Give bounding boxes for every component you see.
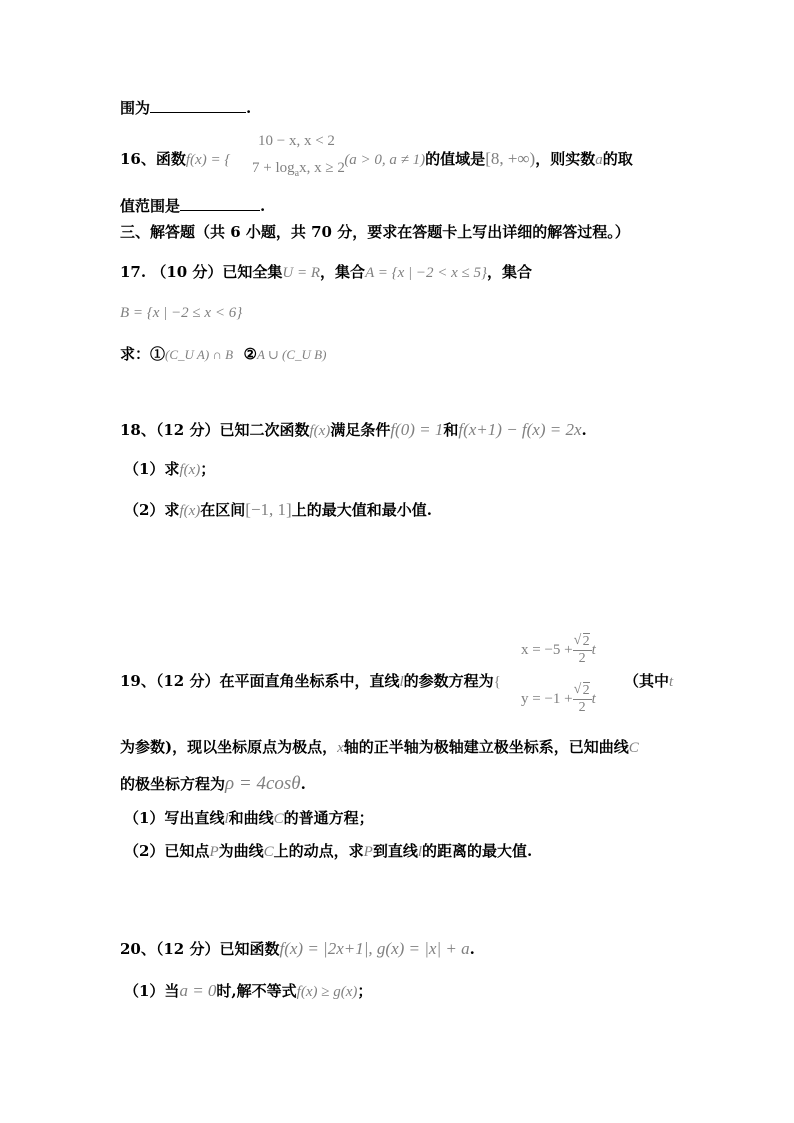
denominator: 2 [578, 651, 586, 666]
q19-text: 上的动点，求 [273, 842, 364, 860]
q20-line1 [120, 939, 475, 959]
q20-functions: f(x) = |2x+1|, g(x) = |x| + a [279, 939, 470, 958]
q17-universal-set: U = R [282, 265, 321, 281]
period: . [246, 99, 252, 117]
q18-text: 上的最大值和最小值. [291, 501, 432, 519]
q18-part1 [124, 459, 215, 480]
q19-text: （2）已知点 [124, 842, 210, 860]
q18-line1 [120, 420, 587, 441]
q18-text: 和 [443, 421, 459, 439]
q19-x-fraction [573, 634, 592, 667]
q19-text: 为曲线 [218, 842, 264, 860]
section-3-heading: 三、解答题（共 6 小题，共 70 分，要求在答题卡上写出详细的解答过程。） [120, 223, 630, 241]
period: . [581, 421, 587, 439]
q19-part2 [124, 841, 532, 862]
q20-inequality: f(x) ≥ g(x) [296, 984, 358, 1000]
q16-case1: 10 − x, x < 2 [258, 133, 335, 149]
q16-fx: f(x) = { [185, 152, 231, 168]
q19-line3 [120, 774, 306, 794]
q18-fx: f(x) [179, 462, 201, 478]
q17-text: ，集合 [487, 263, 533, 281]
q17-set-a: A = {x | −2 < x ≤ 5} [365, 265, 487, 281]
q19-text: （1）写出直线 [124, 809, 225, 827]
q17-line3 [120, 344, 326, 365]
var-c: C [263, 844, 274, 860]
period: . [469, 940, 475, 958]
q20-part1 [124, 981, 372, 1002]
q19-text: 的参数方程为 [403, 672, 494, 690]
q20-a-zero: a = 0 [179, 981, 217, 1000]
var-l: l [224, 811, 229, 827]
sqrt-value: 2 [582, 634, 590, 649]
q18-text: ； [200, 460, 216, 478]
q20-number: 20、（12 分）已知函数 [120, 940, 280, 958]
q18-fx: f(x) [309, 423, 331, 439]
q19-text: 的极坐标方程为 [120, 775, 226, 793]
q19-y-equation [521, 683, 596, 716]
q19-number: 19、（12 分）在平面直角坐标系中，直线 [120, 672, 400, 690]
q16-text: 值范围是 [120, 197, 181, 215]
var-l: l [399, 674, 404, 690]
q18-text: 满足条件 [330, 421, 391, 439]
q19-text: 为参数)，现以坐标原点为极点， [120, 738, 338, 756]
answer-blank [150, 98, 246, 113]
q18-number: 18、（12 分）已知二次函数 [120, 421, 310, 439]
sqrt-value: 2 [582, 683, 590, 698]
q16-var-a: a [595, 152, 603, 168]
q19-line1 [120, 671, 501, 692]
q18-cond2: f(x+1) − f(x) = 2x [458, 420, 582, 439]
q19-line2 [120, 737, 639, 758]
q17-set-b: B = {x | −2 ≤ x < 6} [120, 305, 243, 321]
q18-interval: [−1, 1] [245, 500, 292, 519]
param-t: t [591, 691, 596, 707]
q17-expr1: (C_U A) ∩ B [165, 347, 234, 362]
q20-text: ； [357, 982, 373, 1000]
q16-line1 [120, 149, 633, 170]
q17-line2 [120, 302, 242, 323]
q18-text: （2）求 [124, 501, 180, 519]
q19-text: 到直线 [372, 842, 418, 860]
q16-condition: (a > 0, a ≠ 1) [344, 152, 426, 168]
period: . [300, 775, 306, 793]
q19-x-lhs: x = −5 + [521, 642, 573, 658]
q19-x-equation [521, 634, 596, 667]
q16-line2 [120, 196, 265, 216]
answer-blank [180, 196, 260, 211]
var-t: t [669, 674, 674, 690]
var-l: l [417, 844, 423, 860]
denominator: 2 [578, 700, 586, 715]
var-c: C [628, 740, 639, 756]
q18-text: 在区间 [200, 501, 246, 519]
q18-cond1: f(0) = 1 [390, 420, 444, 439]
q16-text: ，则实数 [535, 150, 596, 168]
q19-text: 的普通方程； [283, 809, 374, 827]
param-t: t [591, 642, 596, 658]
q19-part1 [124, 808, 374, 829]
var-c: C [273, 811, 284, 827]
q16-number: 16、函数 [120, 150, 186, 168]
q19-polar-equation: ρ = 4cosθ [225, 773, 301, 794]
q17-line1 [120, 262, 532, 283]
q17-number: 17. （10 分）已知全集 [120, 263, 283, 281]
q19-qizhong [624, 671, 673, 692]
circled-2: ② [243, 345, 257, 363]
period: . [260, 197, 266, 215]
q16-case2: $7 + \log_ax$, x ≥ 2 [252, 160, 345, 179]
q16-text: 的值域是 [425, 150, 486, 168]
q18-part2 [124, 500, 432, 521]
q19-text: 的距离的最大值. [422, 842, 533, 860]
q19-text: 和曲线 [228, 809, 274, 827]
q16-text: 的取 [602, 150, 633, 168]
q20-text: （1）当 [124, 982, 180, 1000]
var-p: P [209, 844, 219, 860]
q17-expr2: A ∪ (C_U B) [256, 347, 327, 362]
q18-fx: f(x) [179, 503, 201, 519]
q16-range: [8, +∞) [485, 149, 536, 168]
q19-y-fraction [573, 683, 592, 716]
q15-tail [120, 98, 251, 118]
brace: { [493, 674, 501, 690]
q19-y-lhs: y = −1 + [521, 691, 573, 707]
q18-text: （1）求 [124, 460, 180, 478]
q20-text: 时,解不等式 [216, 982, 297, 1000]
q15-text: 围为 [120, 99, 151, 117]
q17-text: ，集合 [320, 263, 366, 281]
var-x: x [337, 740, 344, 756]
q17-text: 求：① [120, 345, 166, 363]
q19-text: （其中 [624, 672, 670, 690]
q19-text: 轴的正半轴为极轴建立极坐标系，已知曲线 [343, 738, 629, 756]
var-p: P [363, 844, 373, 860]
